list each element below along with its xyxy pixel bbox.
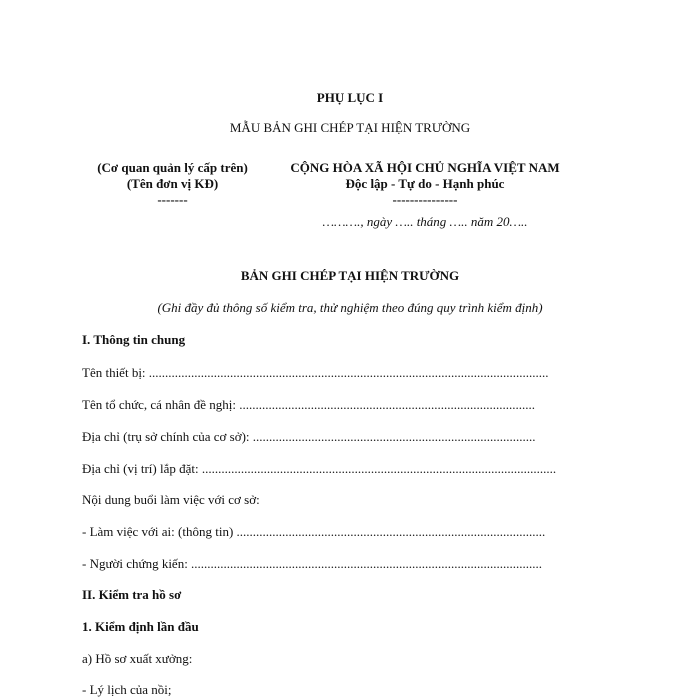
- field-meeting-content: Nội dung buổi làm việc với cơ sở:: [82, 492, 260, 507]
- record-title: BẢN GHI CHÉP TẠI HIỆN TRƯỜNG: [240, 268, 460, 283]
- field-witness: - Người chứng kiến: ............................................................................................................: [82, 556, 543, 571]
- section-records-heading: II. Kiểm tra hồ sơ: [82, 587, 182, 602]
- agency-unit: (Tên đơn vị KĐ): [126, 176, 219, 191]
- national-header: [275, 160, 575, 208]
- field-device-name: Tên thiết bị: ...........................................................................................................................: [82, 365, 549, 380]
- national-title: CỘNG HÒA XÃ HỘI CHỦ NGHĨA VIỆT NAM: [290, 160, 560, 175]
- agency-divider: -------: [157, 192, 188, 207]
- field-work-with: - Làm việc với ai: (thông tin) ...............................................................................................: [82, 524, 546, 539]
- subsection-first-inspection: 1. Kiểm định lần đầu: [82, 619, 199, 634]
- national-divider: ---------------: [392, 192, 458, 207]
- field-requester-name: Tên tổ chức, cá nhân đề nghị: ...........................................................................................: [82, 397, 535, 412]
- agency-header: [80, 160, 265, 208]
- record-note: (Ghi đầy đủ thông số kiểm tra, thử nghiệm theo đúng quy trình kiểm định): [157, 300, 543, 315]
- agency-parent: (Cơ quan quản lý cấp trên): [97, 160, 248, 175]
- field-boiler-history: - Lý lịch của nồi;: [82, 682, 172, 697]
- appendix-title: PHỤ LỤC I: [316, 90, 384, 105]
- section-general-heading: I. Thông tin chung: [82, 332, 186, 347]
- field-factory-records: a) Hồ sơ xuất xưởng:: [82, 651, 193, 666]
- national-motto: Độc lập - Tự do - Hạnh phúc: [345, 176, 505, 191]
- date-line: ………., ngày ….. tháng ….. năm 20…..: [322, 214, 528, 229]
- form-title: MẪU BẢN GHI CHÉP TẠI HIỆN TRƯỜNG: [229, 120, 471, 135]
- field-head-office-address: Địa chỉ (trụ sở chính của cơ sở): .......................................................................................: [82, 429, 536, 444]
- field-install-address: Địa chỉ (vị trí) lắp đặt: .............................................................................................................: [82, 461, 557, 476]
